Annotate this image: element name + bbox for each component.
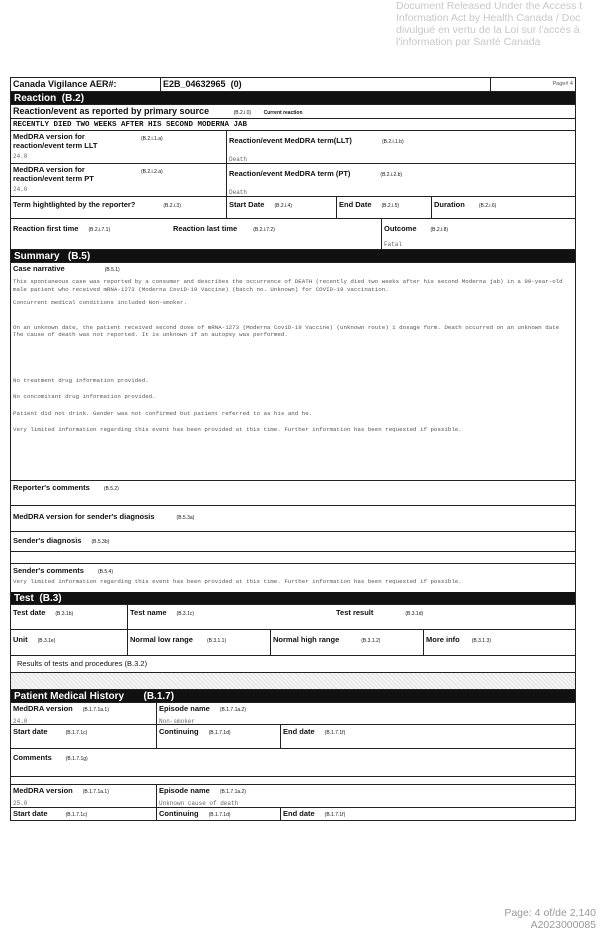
aer-form: [10, 77, 576, 821]
meddra-diagnosis-row: [11, 506, 575, 532]
history-continuing-cell: [157, 725, 281, 748]
llt-label: Reaction/event MedDRA term(LLT): [229, 136, 352, 145]
footer-page: Page: 4 of/de 2,140: [504, 907, 596, 919]
outcome-cell: [381, 219, 575, 249]
outcome-ref: (B.2.i.8): [430, 227, 449, 233]
narrative-paragraph: Patient did not drink. Gender was not confirmed but patient referred to as his and he.: [13, 409, 313, 417]
case-narrative-block: [11, 263, 575, 481]
history-episode-ref: (B.1.7.1a.2): [219, 789, 246, 795]
more-info-label: More info: [426, 635, 460, 644]
sender-comments-block: [11, 564, 575, 592]
first-time-ref: (B.2.i.7.1): [88, 227, 111, 233]
narrative-label: Case narrative: [13, 264, 65, 273]
narrative-ref: (B.5.1): [104, 267, 120, 273]
sender-comments-value: Very limited information regarding this event has been provided at this time. Further information has been requested if possible.: [13, 578, 462, 585]
test-row-2: [11, 630, 575, 656]
test-date-ref: (B.3.1b): [55, 611, 74, 617]
section-title: Test: [14, 593, 34, 604]
pt-label: Reaction/event MedDRA term (PT): [229, 169, 351, 178]
history-comments-row: [11, 749, 575, 777]
narrative-paragraph: No treatment drug information provided.: [13, 376, 149, 384]
history-meddra-label: MedDRA version: [13, 704, 73, 713]
reporter-comments-cell: [11, 481, 121, 505]
case-narrative: [11, 276, 575, 442]
history-start-label: Start date: [13, 809, 48, 818]
pt-version-ref: (B.2.i.2.a): [141, 169, 163, 175]
duration-cell: [432, 197, 575, 218]
history-episode-label: Episode name: [159, 704, 210, 713]
start-date-cell: [227, 197, 337, 218]
history-meddra-ref: (B.1.7.1a.1): [82, 707, 109, 713]
history-start-cell: [11, 725, 157, 748]
aer-number: [161, 78, 491, 91]
narrative-paragraph: Concurrent medical conditions included Non-smoker.: [13, 299, 187, 306]
last-time-label: Reaction last time: [173, 224, 238, 233]
history-meddra-ref: (B.1.7.1a.1): [82, 789, 109, 795]
history-meddra-cell: [11, 785, 157, 807]
section-title: Reaction: [14, 93, 57, 104]
history-comments-cell: [11, 749, 90, 776]
aer-version: (0): [230, 79, 242, 89]
normal-low-cell: [128, 630, 271, 655]
history-continuing-ref: (B.1.7.1d): [208, 730, 231, 736]
llt-version-cell: [11, 131, 227, 163]
history-episode-cell: [157, 785, 575, 807]
history-episode-value: Unknown cause of death: [159, 800, 239, 807]
test-date-label: Test date: [13, 608, 46, 617]
reported-value-row: [11, 119, 575, 131]
history-end-label: End date: [283, 727, 315, 736]
watermark-line: Information Act by Health Canada / Doc: [396, 12, 581, 24]
pt-version-value: 24.0: [13, 186, 28, 193]
watermark-line: l'information par Santé Canada: [396, 36, 541, 48]
pt-version-label: MedDRA version for reaction/event term PT: [13, 165, 94, 183]
history-end-label: End date: [283, 809, 315, 818]
test-unit-cell: [11, 630, 128, 655]
llt-version-label: MedDRA version for reaction/event term LLT: [13, 132, 98, 150]
llt-ref: (B.2.i.1.b): [381, 139, 404, 145]
aer-title: Canada Vigilance AER#:: [11, 78, 161, 91]
history-meddra-cell: [11, 703, 157, 724]
section-ref: (B.1.7): [143, 691, 175, 702]
test-result-label: Test result: [336, 608, 374, 617]
history-comments-ref: (B.1.7.1g): [65, 756, 88, 762]
normal-low-ref: (B.3.1.1): [206, 638, 227, 644]
first-time-label: Reaction first time: [13, 224, 79, 233]
section-ref: (B.3): [39, 593, 62, 604]
history-entry-2-row-2: [11, 808, 575, 820]
normal-low-label: Normal low range: [130, 635, 193, 644]
narrative-paragraph: Very limited information regarding this event has been provided at this time. Further information has been requested if possible.: [13, 426, 462, 433]
highlight-cell: [11, 197, 227, 218]
sender-diagnosis-label: Sender's diagnosis: [13, 536, 82, 545]
history-end-ref: (B.1.7.1f): [324, 812, 346, 818]
history-episode-value: Non-smoker: [159, 718, 196, 725]
meddra-diagnosis-ref: (B.5.3a): [176, 515, 195, 521]
duration-label: Duration: [434, 200, 465, 209]
sender-comments-label: Sender's comments: [13, 566, 84, 575]
last-time-cell: [171, 219, 381, 249]
more-info-ref: (B.3.1.3): [471, 638, 491, 644]
page-footer: [504, 907, 596, 931]
reporter-comments-label: Reporter's comments: [13, 483, 90, 492]
page-number: Page# 4: [552, 81, 573, 87]
reported-label-row: [11, 105, 575, 119]
section-header-summary: [11, 250, 575, 263]
history-end-cell: [281, 808, 575, 820]
history-episode-cell: [157, 703, 575, 724]
start-date-ref: (B.2.i.4): [274, 203, 292, 209]
history-episode-label: Episode name: [159, 786, 210, 795]
history-start-ref: (B.1.7.1c): [65, 812, 88, 818]
pt-value: Death: [229, 189, 248, 196]
reporter-comments-ref: (B.5.2): [103, 486, 119, 492]
test-results-label: Results of tests and procedures (B.3.2): [17, 659, 148, 668]
meddra-diagnosis-cell: [11, 506, 196, 531]
section-ref: (B.5): [67, 251, 91, 262]
watermark-line: Document Released Under the Access t: [396, 0, 583, 12]
history-start-ref: (B.1.7.1c): [65, 730, 88, 736]
history-comments-label: Comments: [13, 753, 52, 762]
footer-doc-id: A2023000085: [530, 919, 596, 931]
test-name-ref: (B.3.1c): [176, 611, 195, 617]
reported-label-text: Reaction/event as reported by primary source: [13, 106, 210, 116]
history-meddra-value: 24.0: [13, 718, 28, 725]
sender-diagnosis-cell: [11, 532, 111, 551]
first-time-cell: [11, 219, 171, 249]
history-spacer-row: [11, 777, 575, 785]
history-entry-1-row-2: [11, 725, 575, 749]
test-results-area: [11, 673, 575, 690]
history-end-ref: (B.1.7.1f): [324, 730, 346, 736]
pt-version-cell: [11, 164, 227, 196]
history-episode-ref: (B.1.7.1a.2): [219, 707, 246, 713]
history-entry-2-row-1: [11, 785, 575, 808]
reported-value: RECENTLY DIED TWO WEEKS AFTER HIS SECOND MODERNA JAB: [13, 121, 248, 129]
sender-diagnosis-row: [11, 532, 575, 552]
highlight-label: Term hightlighted by the reporter?: [13, 200, 136, 209]
duration-ref: (B.2.i.6): [478, 203, 497, 209]
history-entry-1-row-1: [11, 703, 575, 725]
test-unit-label: Unit: [13, 635, 28, 644]
section-title: Patient Medical History: [14, 691, 125, 702]
narrative-paragraph: This spontaneous case was reported by a consumer and describes the occurrence of DEATH (recently died two weeks after his second Moderna jab) in a 90-year-old male patient who received mRNA-1273 (Moderna CoviD-19 Vaccine) (batch no. Unknown) for COVID-19 vaccination.: [13, 278, 563, 293]
normal-high-cell: [271, 630, 424, 655]
test-result-cell: [334, 605, 575, 629]
history-start-label: Start date: [13, 727, 48, 736]
highlight-ref: (B.2.i.3): [163, 203, 181, 209]
section-header-reaction: [11, 92, 575, 105]
end-date-label: End Date: [339, 200, 372, 209]
end-date-ref: (B.2.i.5): [381, 203, 400, 209]
section-header-test: [11, 592, 575, 605]
test-results-row: [11, 656, 575, 673]
blank-row: [11, 552, 575, 564]
aer-id: E2B_04632965: [163, 79, 226, 89]
first-last-row: [11, 219, 575, 250]
test-name-cell: [128, 605, 334, 629]
pt-ref: (B.2.i.2.b): [380, 172, 403, 178]
aer-header-row: [11, 78, 575, 92]
history-meddra-label: MedDRA version: [13, 786, 73, 795]
narrative-paragraph: On an unknown date, the patient received second dose of mRNA-1273 (Moderna CoviD-19 Vaccine) (unknown route) 1 dosage form. Death occurred on an unknown date The cause of death was not reported. It is unknown if an autopsy was performed.: [13, 323, 560, 338]
history-continuing-label: Continuing: [159, 727, 199, 736]
history-start-cell: [11, 808, 157, 820]
narrative-paragraph: No concomitant drug information provided.: [13, 393, 156, 400]
llt-version-value: 24.0: [13, 153, 28, 160]
current-reaction-label: Current reaction: [263, 110, 303, 116]
pt-row: [11, 164, 575, 197]
history-continuing-ref: (B.1.7.1d): [208, 812, 231, 818]
outcome-label: Outcome: [384, 224, 417, 233]
test-unit-ref: (B.3.1e): [37, 638, 56, 644]
more-info-cell: [424, 630, 575, 655]
pt-cell: [227, 164, 575, 196]
meddra-diagnosis-label: MedDRA version for sender's diagnosis: [13, 512, 155, 521]
reporter-comments-row: [11, 481, 575, 506]
llt-version-ref: (B.2.i.1.a): [141, 136, 163, 142]
reported-ref: (B.2.i.0): [233, 110, 252, 116]
reported-label: [11, 105, 575, 118]
normal-high-ref: (B.3.1.2): [361, 638, 381, 644]
sender-comments-ref: (B.5.4): [97, 569, 113, 575]
test-row-1: [11, 605, 575, 630]
section-header-history: [11, 690, 575, 703]
highlight-row: [11, 197, 575, 219]
test-result-ref: (B.3.1d): [405, 611, 424, 617]
watermark-line: divulgué en vertu de la Loi sur l'accès à: [396, 24, 580, 36]
section-title: Summary: [14, 251, 60, 262]
llt-value: Death: [229, 156, 248, 163]
sender-diagnosis-ref: (B.5.3b): [91, 539, 110, 545]
test-date-cell: [11, 605, 128, 629]
history-meddra-value: 25.0: [13, 800, 28, 807]
start-date-label: Start Date: [229, 200, 265, 209]
outcome-value: Fatal: [384, 241, 403, 248]
last-time-ref: (B.2.i.7.2): [253, 227, 275, 233]
section-ref: (B.2): [61, 93, 85, 104]
history-continuing-label: Continuing: [159, 809, 199, 818]
llt-cell: [227, 131, 575, 163]
test-name-label: Test name: [130, 608, 167, 617]
end-date-cell: [337, 197, 432, 218]
llt-row: [11, 131, 575, 164]
history-end-cell: [281, 725, 575, 748]
history-continuing-cell: [157, 808, 281, 820]
release-watermark: [396, 0, 604, 48]
normal-high-label: Normal high range: [273, 635, 340, 644]
